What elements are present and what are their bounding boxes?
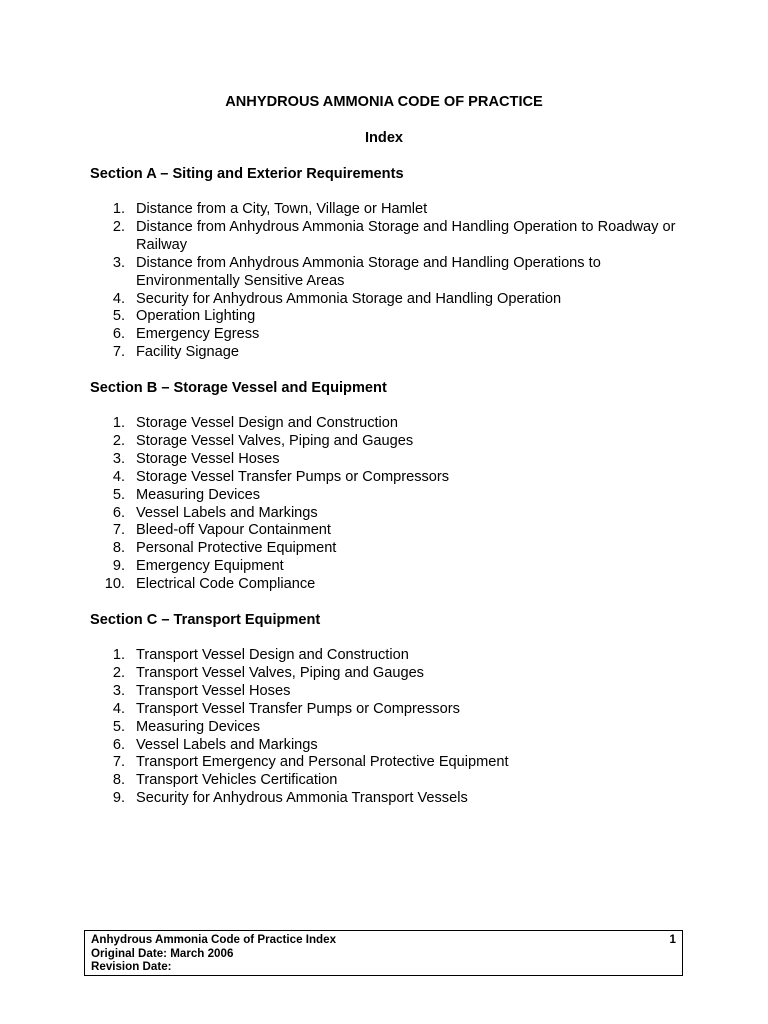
item-text: Facility Signage	[136, 344, 240, 361]
item-number: 9.	[112, 558, 125, 575]
item-number: 5.	[112, 718, 125, 735]
item-text: Emergency Egress	[136, 326, 260, 343]
section-c-list	[0, 647, 768, 808]
list-item	[0, 433, 768, 451]
list-item	[0, 790, 768, 808]
list-item	[0, 665, 768, 683]
list-item	[0, 505, 768, 523]
item-number: 5.	[112, 308, 125, 325]
page-footer	[84, 930, 683, 976]
item-text: Storage Vessel Valves, Piping and Gauges	[136, 432, 414, 449]
item-number: 9.	[112, 790, 125, 807]
item-number: 7.	[112, 344, 125, 361]
list-item	[0, 308, 768, 326]
item-text: Storage Vessel Hoses	[136, 450, 280, 467]
item-number: 6.	[112, 504, 125, 521]
item-text: Transport Vessel Transfer Pumps or Compressors	[136, 700, 460, 717]
item-number: 6.	[112, 326, 125, 343]
list-item	[0, 344, 768, 362]
list-item	[0, 487, 768, 505]
item-number: 6.	[112, 736, 125, 753]
item-number: 2.	[112, 664, 125, 681]
item-text: Security for Anhydrous Ammonia Transport Vessels	[136, 790, 468, 807]
list-item	[0, 683, 768, 701]
list-item	[0, 701, 768, 719]
item-number: 8.	[112, 772, 125, 789]
item-text: Electrical Code Compliance	[136, 576, 316, 593]
section-a-heading: Section A – Siting and Exterior Requirements	[90, 166, 404, 182]
item-text: Transport Vessel Design and Construction	[136, 647, 409, 663]
section-b-heading: Section B – Storage Vessel and Equipment	[90, 380, 387, 396]
item-number: 4.	[112, 290, 125, 307]
list-item	[0, 737, 768, 755]
list-item	[0, 469, 768, 487]
list-item	[0, 451, 768, 469]
list-item	[0, 291, 768, 309]
section-a-list	[0, 201, 768, 362]
section-b-list	[0, 415, 768, 594]
item-number: 7.	[112, 522, 125, 539]
item-text: Distance from Anhydrous Ammonia Storage and Handling Operations to Environmentally Sensitive Areas	[136, 254, 601, 289]
list-item	[0, 772, 768, 790]
item-text: Measuring Devices	[136, 718, 261, 735]
item-text: Distance from a City, Town, Village or Hamlet	[136, 201, 428, 217]
item-text: Emergency Equipment	[136, 558, 284, 575]
list-item	[0, 219, 768, 255]
item-text: Distance from Anhydrous Ammonia Storage and Handling Operation to Roadway or Railway	[136, 218, 676, 253]
item-text: Transport Vehicles Certification	[136, 772, 338, 789]
item-text: Vessel Labels and Markings	[136, 504, 318, 521]
item-number: 7.	[112, 754, 125, 771]
list-item	[0, 522, 768, 540]
item-number: 2.	[112, 432, 125, 449]
item-number: 2.	[112, 218, 125, 235]
item-number: 10.	[104, 576, 125, 593]
item-text: Transport Vessel Hoses	[136, 682, 291, 699]
item-text: Storage Vessel Transfer Pumps or Compressors	[136, 468, 450, 485]
list-item	[0, 415, 768, 433]
document-title: ANHYDROUS AMMONIA CODE OF PRACTICE	[225, 94, 543, 110]
footer-doc-name: Anhydrous Ammonia Code of Practice Index	[91, 933, 337, 946]
section-c-heading: Section C – Transport Equipment	[90, 612, 321, 628]
list-item	[0, 754, 768, 772]
item-number: 8.	[112, 540, 125, 557]
item-number: 4.	[112, 700, 125, 717]
item-text: Transport Vessel Valves, Piping and Gauges	[136, 664, 424, 681]
item-text: Personal Protective Equipment	[136, 540, 337, 557]
item-text: Vessel Labels and Markings	[136, 736, 318, 753]
item-text: Transport Emergency and Personal Protective Equipment	[136, 754, 509, 771]
item-number: 1.	[112, 415, 125, 431]
item-number: 3.	[112, 254, 125, 271]
item-number: 4.	[112, 468, 125, 485]
list-item	[0, 201, 768, 219]
list-item	[0, 719, 768, 737]
document-subtitle: Index	[364, 130, 404, 146]
item-number: 1.	[112, 647, 125, 663]
item-number: 3.	[112, 450, 125, 467]
list-item	[0, 255, 768, 291]
list-item	[0, 576, 768, 594]
list-item	[0, 540, 768, 558]
item-text: Bleed-off Vapour Containment	[136, 522, 331, 539]
item-text: Operation Lighting	[136, 308, 256, 325]
footer-revision-date: Revision Date:	[91, 960, 172, 973]
footer-original-date: Original Date: March 2006	[91, 946, 234, 960]
item-text: Measuring Devices	[136, 486, 261, 503]
list-item	[0, 326, 768, 344]
item-number: 5.	[112, 486, 125, 503]
footer-page-number: 1	[669, 933, 676, 946]
list-item	[0, 558, 768, 576]
item-text: Storage Vessel Design and Construction	[136, 415, 399, 431]
list-item	[0, 647, 768, 665]
item-number: 1.	[112, 201, 125, 217]
item-text: Security for Anhydrous Ammonia Storage and Handling Operation	[136, 290, 562, 307]
item-number: 3.	[112, 682, 125, 699]
